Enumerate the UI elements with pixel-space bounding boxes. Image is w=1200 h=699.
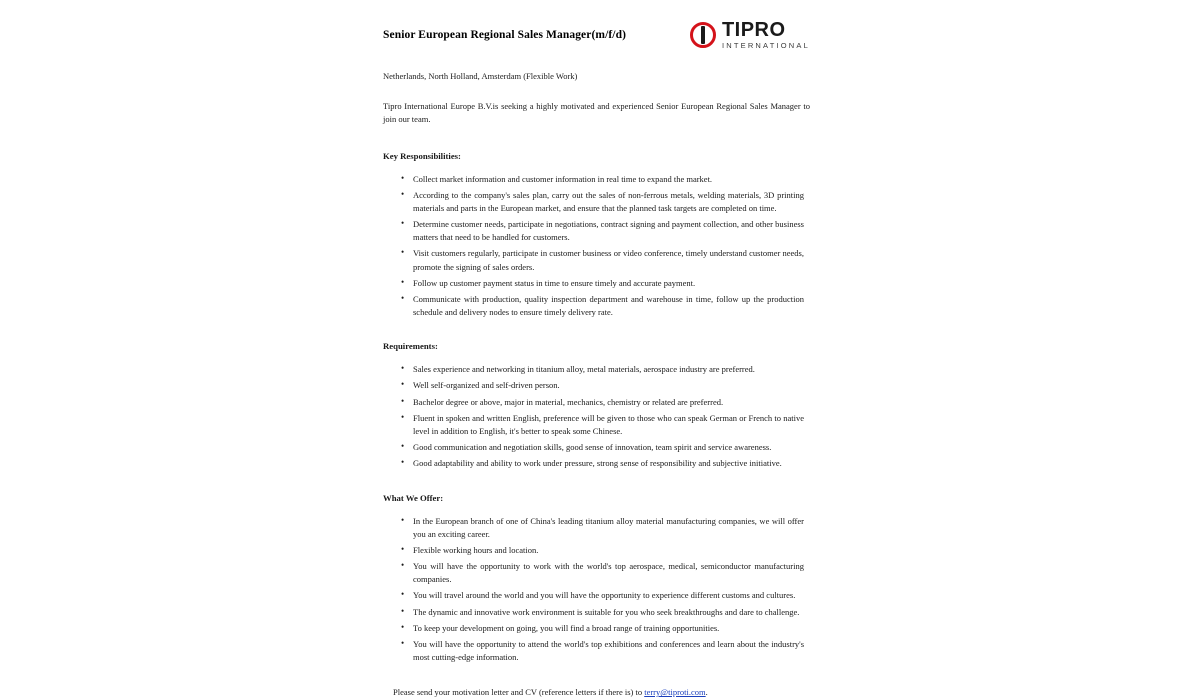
document-header xyxy=(383,20,810,50)
list-item: • Good communication and negotiation skills, good sense of innovation, team spirit and service awareness. xyxy=(413,441,810,454)
job-intro: Tipro International Europe B.V.is seeking a highly motivated and experienced Senior European Regional Sales Manager to join our team. xyxy=(383,101,810,125)
list-item: • Follow up customer payment status in time to ensure timely and accurate payment. xyxy=(413,277,810,290)
closing-prefix: Please send your motivation letter and CV (reference letters if there is) to xyxy=(393,687,645,698)
list-item: • Well self-organized and self-driven person. xyxy=(413,379,810,392)
section-heading: Key Responsibilities: xyxy=(383,150,461,161)
list-item: • Visit customers regularly, participate in customer business or video conference, timely understand customer needs, promote the signing of sales orders. xyxy=(413,247,810,273)
section-list xyxy=(383,173,810,320)
list-item: • Bachelor degree or above, major in material, mechanics, chemistry or related are preferred. xyxy=(413,396,810,409)
closing-suffix: . xyxy=(705,687,708,698)
list-item: • Determine customer needs, participate in negotiations, contract signing and payment collection, and other business matters that need to be handled for customers. xyxy=(413,218,810,244)
section-list xyxy=(383,363,810,470)
job-posting xyxy=(383,20,810,699)
list-item: • Communicate with production, quality inspection department and warehouse in time, follow up the production schedule and delivery nodes to ensure timely delivery rate. xyxy=(413,293,810,319)
section-what-we-offer xyxy=(383,493,810,665)
page-title: Senior European Regional Sales Manager(m/f/d) xyxy=(383,29,627,41)
section-heading: What We Offer: xyxy=(383,492,444,503)
company-logo xyxy=(690,20,810,50)
list-item: • You will have the opportunity to work with the world's top aerospace, medical, semiconductor manufacturing companies. xyxy=(413,560,810,586)
logo-name: TIPRO xyxy=(721,19,786,41)
list-item: • Fluent in spoken and written English, preference will be given to those who can speak German or French to native level in addition to English, it's better to speak some Chinese. xyxy=(413,412,810,438)
list-item: • You will travel around the world and you will have the opportunity to experience different customs and cultures. xyxy=(413,589,810,602)
logo-wordmark xyxy=(722,20,810,50)
list-item: • Collect market information and customer information in real time to expand the market. xyxy=(413,173,810,186)
tipro-logo-icon xyxy=(690,22,716,48)
list-item: • Good adaptability and ability to work under pressure, strong sense of responsibility and subjective initiative. xyxy=(413,457,810,470)
section-heading: Requirements: xyxy=(383,341,438,352)
list-item: • According to the company's sales plan, carry out the sales of non-ferrous metals, welding materials, 3D printing materials and parts in the European market, and ensure that the planned task targets are completed on time. xyxy=(413,189,810,215)
job-location: Netherlands, North Holland, Amsterdam (Flexible Work) xyxy=(383,70,578,81)
list-item: • In the European branch of one of China's leading titanium alloy material manufacturing companies, we will offer you an exciting career. xyxy=(413,515,810,541)
list-item: • You will have the opportunity to attend the world's top exhibitions and conferences and learn about the industry's most cutting-edge information. xyxy=(413,638,810,664)
closing-paragraph xyxy=(393,686,810,699)
list-item: • To keep your development on going, you will find a broad range of training opportunities. xyxy=(413,622,810,635)
contact-email-link[interactable]: terry@tiproti.com xyxy=(644,687,706,698)
list-item: • Flexible working hours and location. xyxy=(413,544,810,557)
list-item: • The dynamic and innovative work environment is suitable for you who seek breakthroughs and dare to challenge. xyxy=(413,606,810,619)
logo-subtitle: INTERNATIONAL xyxy=(721,41,810,50)
list-item: • Sales experience and networking in titanium alloy, metal materials, aerospace industry are preferred. xyxy=(413,363,810,376)
section-requirements xyxy=(383,341,810,470)
section-key-responsibilities xyxy=(383,151,810,320)
section-list xyxy=(383,515,810,665)
